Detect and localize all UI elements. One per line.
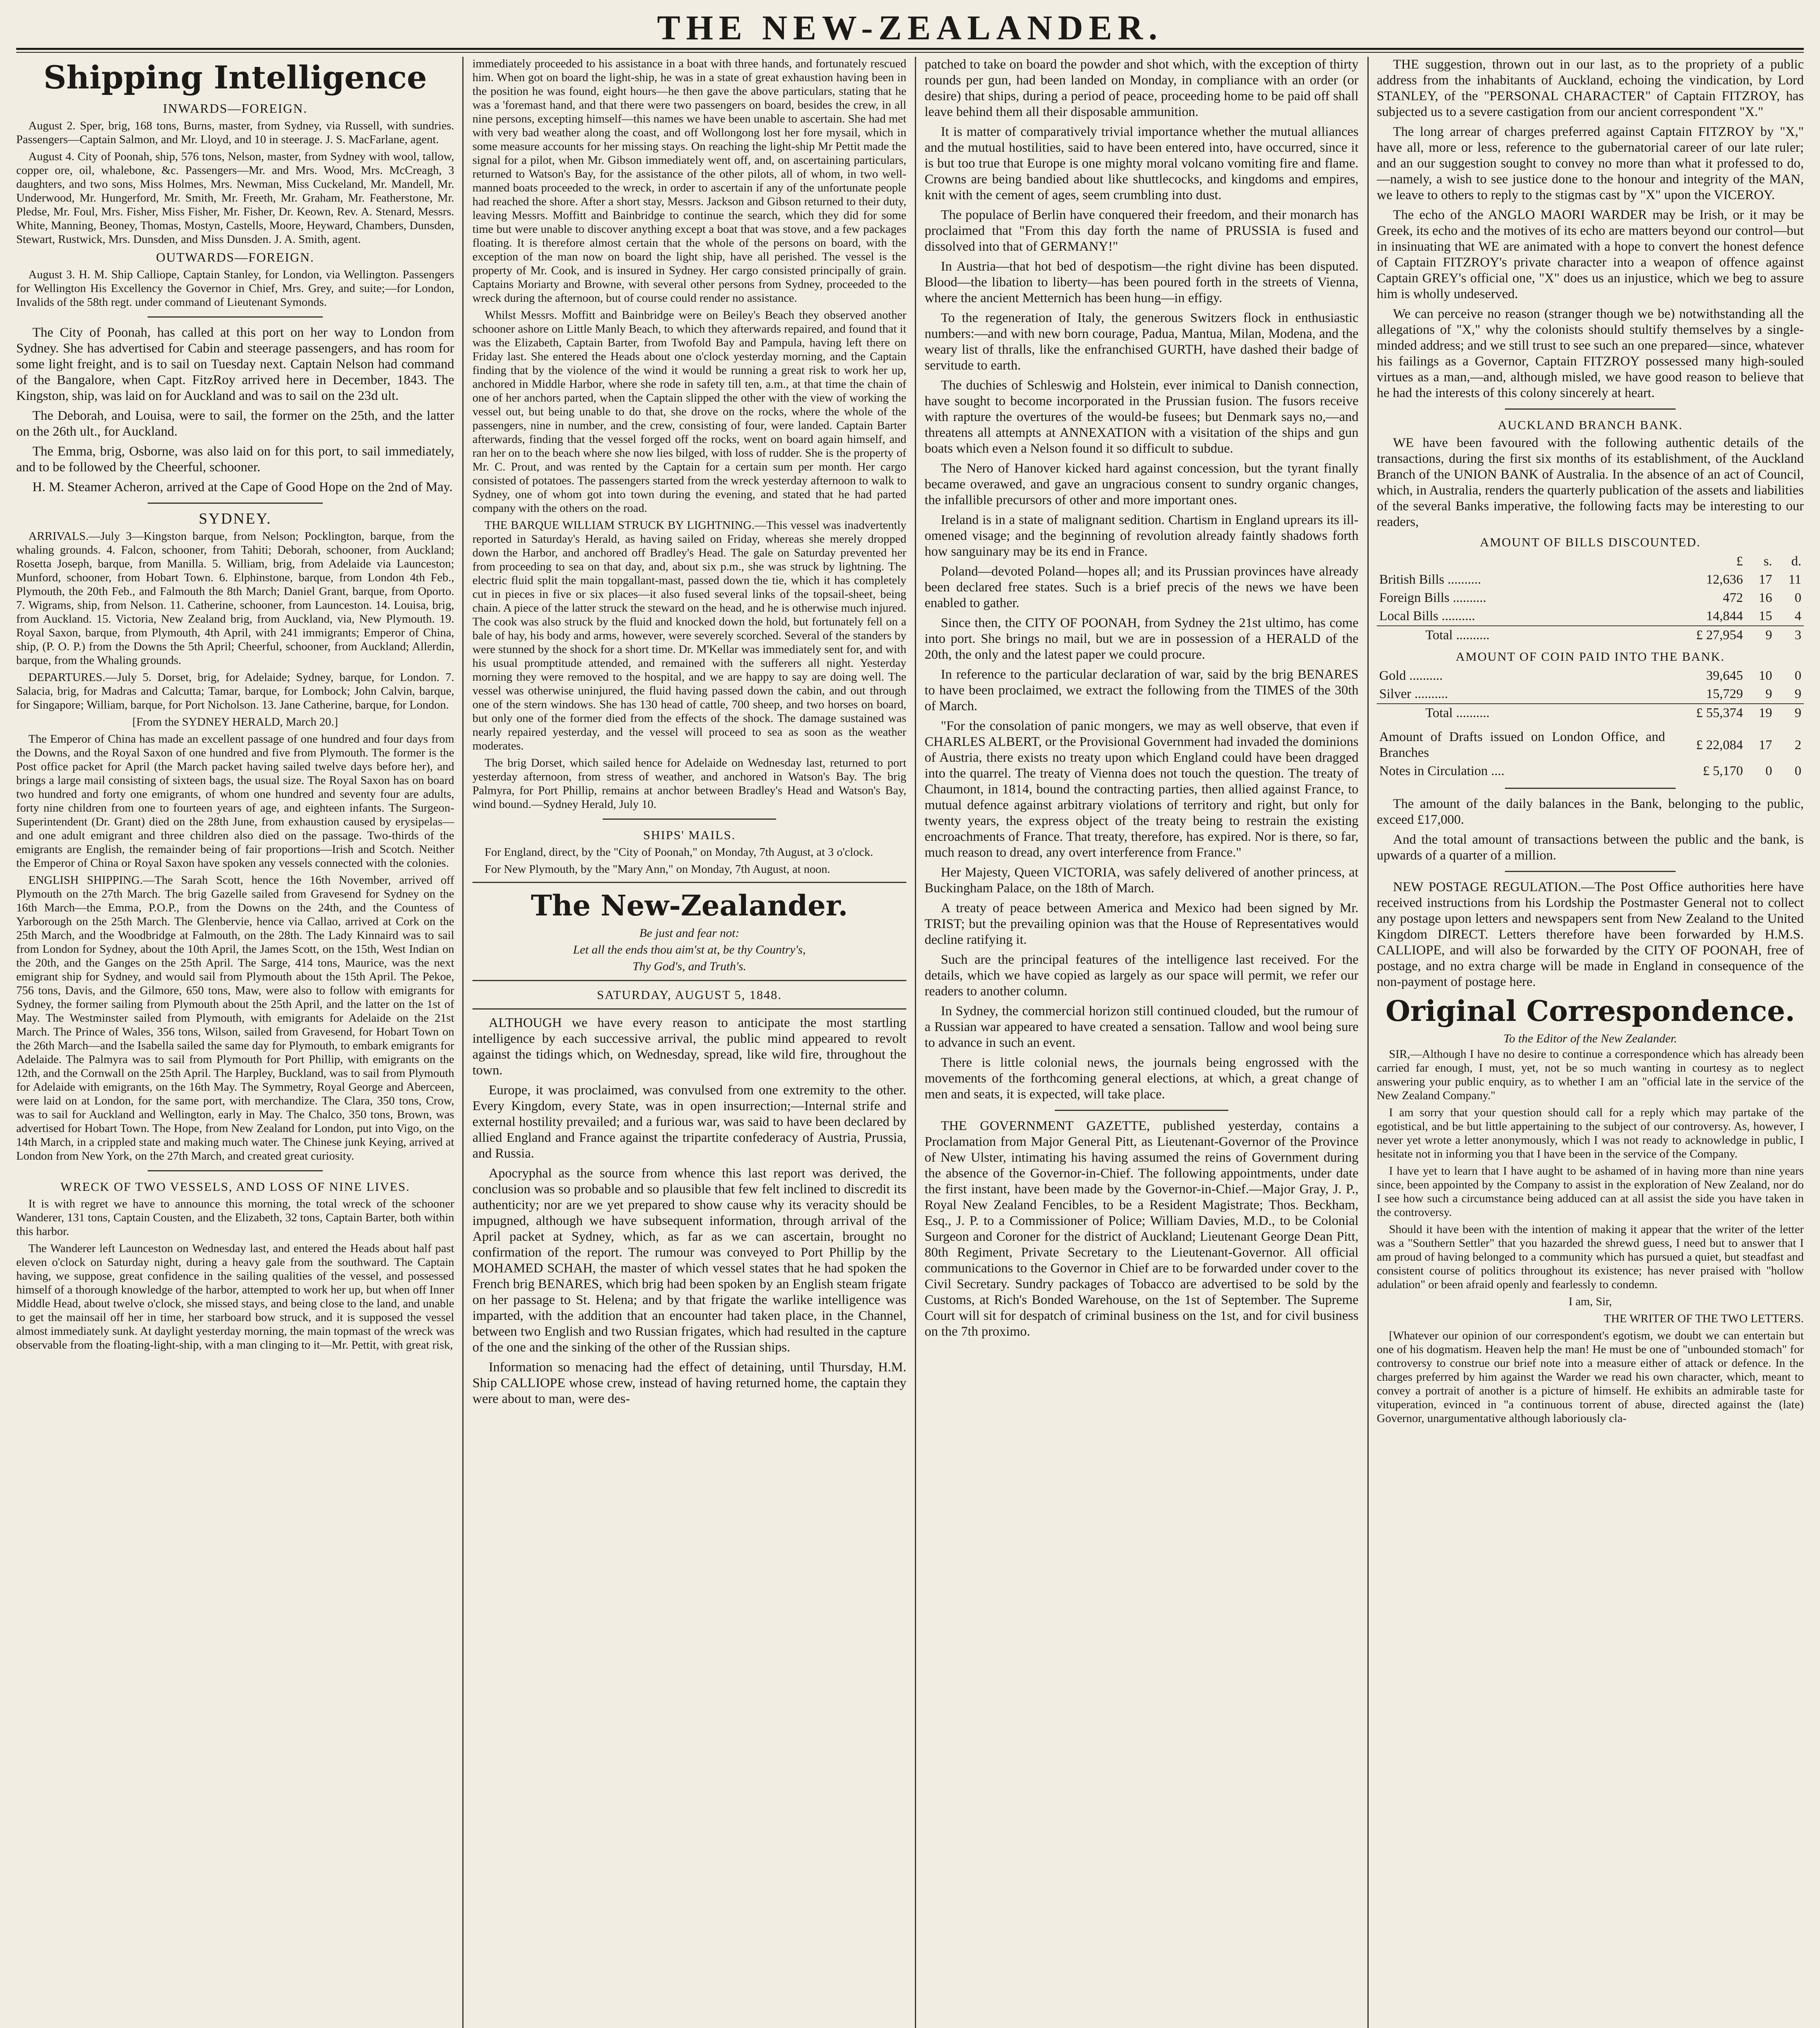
- table-cell: Local Bills ..........: [1379, 609, 1475, 623]
- divider: [1505, 408, 1676, 410]
- paragraph: Europe, it was proclaimed, was convulsed from one extremity to the other. Every Kingdom, every State, was in open insurrection;—Internal strife and external hostility prevailed; and a furious war, was said to have been declared by allied England and France against the tripartite confederacy of Austria, Prussia, and Russia.: [472, 1083, 906, 1161]
- table-cell: 17: [1759, 737, 1772, 752]
- paragraph: WE have been favoured with the following authentic details of the transactions, during the first six months of its establishment, of the Auckland Branch of the UNION BANK of Australia. In the absence of an act of Council, which, in Australia, renders the quarterly publication of the assets and liabilities of the several Banks imperative, the following facts may be interesting to our readers,: [1377, 436, 1804, 529]
- table-cell: 12,636: [1706, 572, 1743, 587]
- paragraph: The brig Dorset, which sailed hence for Adelaide on Wednesday last, returned to port yesterday afternoon, from stress of weather, and anchored in Watson's Bay. The brig Palmyra, for Port Phillip, remains at anchor between Bradley's Head and Watson's Bay, wind bound.—Sydney Herald, July 10.: [472, 756, 906, 811]
- paragraph: To the regeneration of Italy, the generous Switzers flock in enthusiastic numbers:—and with new born courage, Padua, Mantua, Milan, Modena, and the weary list of thralls, like the enfranchised GURTH, have dashed their badge of servitude to earth.: [925, 311, 1359, 373]
- table-cell: 15,729: [1706, 687, 1743, 701]
- column-divider: [915, 57, 916, 2028]
- table-header-row: [1377, 552, 1804, 571]
- column-4: [1377, 57, 1804, 2028]
- paragraph: In reference to the particular declaration of war, said by the brig BENARES to have been proclaimed, we extract the following from the TIMES of the 30th of March.: [925, 667, 1359, 713]
- paragraph: Information so menacing had the effect of detaining, until Thursday, H.M. Ship CALLIOPE whose crew, instead of having returned home, the captain they were about to man, were des-: [472, 1360, 906, 1406]
- table-cell: 9: [1794, 687, 1801, 701]
- masthead: [0, 0, 1820, 48]
- paragraph: THE GOVERNMENT GAZETTE, published yesterday, contains a Proclamation from Major General Pitt, as Lieutenant-Governor of the Province of New Ulster, intimating his having assumed the reins of Government during the absence of the Governor-in-Chief. The following appointments, under date the first instant, have been made by the Governor-in-Chief.—Major Gray, J. P., Royal New Zealand Fencibles, to be a Resident Magistrate; Thos. Beckham, Esq., J. P. to a Commissioner of Police; William Davies, M.D., to be Colonial Surgeon and Coroner for the district of Auckland; Lieutenant George Dean Pitt, 80th Regiment, Private Secretary to the Lieutenant-Governor. All official communications to the Governor in Chief are to be forwarded under cover to the Civil Secretary. Sundry packages of Tobacco are advertised to be sold by the Customs, at Rich's Bonded Warehouse, on the 1st of September. The Supreme Court will sit for despatch of criminal business on the 1st, and for civil business on the 7th proximo.: [925, 1119, 1359, 1339]
- table-cell: 9: [1775, 704, 1804, 722]
- paragraph: immediately proceeded to his assistance in a boat with three hands, and fortunately rescued him. When got on board the light-ship, he was in a state of great exhaustion having been in the position he was found, eight hours—he then gave the above particulars, stating that he was a 'foremast hand, and that there were two passengers on board, besides the crew, in all nine persons, excepting himself—this names we have been unable to ascertain. She had met with very bad weather along the coast, and off Wollongong lost her fore mysail, which in some measure accounts for her missing stays. On reaching the light-ship Mr Pettit made the signal for a pilot, when Mr. Gibson immediately went off, and, on ascertaining particulars, returned to Watson's Bay, for the assistance of the other pilots, all of whom, in two well-manned boats proceeded to the wreck, in order to ascertain if any of the unfortunate people had reached the shore. After a short stay, Messrs. Jackson and Gibson returned to their duty, leaving Messrs. Moffitt and Bainbridge to continue the search, which they did for some time but were unable to discover anything except a boat that was stove, and a few packages floating. It is therefore almost certain that the whole of the persons on board, with the exception of the man now on board the light ship, have all perished. The vessel is the property of Mr. Cook, and is insured in Sydney. Her cargo consisted principally of grain. Captains Moriarty and Browne, with several other persons from Sydney, proceeded to the wreck during the afternoon, but of course could render no assistance.: [472, 57, 906, 305]
- paragraph: The populace of Berlin have conquered their freedom, and their monarch has proclaimed that "From this day forth the name of PRUSSIA is fused and dissolved into that of GERMANY!": [925, 208, 1359, 254]
- paragraph: H. M. Steamer Acheron, arrived at the Cape of Good Hope on the 2nd of May.: [32, 480, 453, 494]
- mail-entry: For England, direct, by the "City of Poonah," on Monday, 7th August, at 3 o'clock.: [485, 846, 874, 859]
- table-cell: 4: [1794, 609, 1801, 623]
- paragraph: The long arrear of charges preferred against Captain FITZROY by "X," have all, more or less, reference to the gubernatorial career of our late ruler; and an our suggestion sought to convey no more than what it professed to do,—namely, a wish to see justice done to the honour and integrity of the MAN, we leave to others to reply to the stigmas cast by "X" upon the VICEROY.: [1377, 125, 1804, 202]
- table-cell: 15: [1759, 609, 1772, 623]
- table-cell: Gold ..........: [1379, 668, 1443, 683]
- outwards-label: OUTWARDS—FOREIGN.: [156, 250, 315, 264]
- bank-heading: AUCKLAND BRANCH BANK.: [1498, 418, 1683, 432]
- column-divider: [1367, 57, 1369, 2028]
- paragraph: "For the consolation of panic mongers, we may as well observe, that even if CHARLES ALBERT, or the Provisional Government had invaded the dominions of Austria, there exists no treaty upon which England could have been dragged into the quarrel. The treaty of Vienna does not touch the question. The treaty of Chaumont, in 1814, bound the contracting parties, then allied against France, to mutual defence against arbitrary violations of territory and right, but only for twenty years, the express object of the treaty being to restrain the existing encroachments of France. That treaty, therefore, has expired. Nor is there, so far, much reason to dread, any overt interference from France.": [925, 719, 1359, 860]
- coin-label: AMOUNT OF COIN PAID INTO THE BANK.: [1455, 649, 1725, 664]
- table-cell: 2: [1794, 737, 1801, 752]
- table-cell: 0: [1794, 764, 1801, 778]
- table-cell: 16: [1759, 591, 1772, 605]
- paragraph: Ireland is in a state of malignant sedition. Chartism in England uprears its ill-omened visage; and the beginning of revolution already faintly shadows forth how sanguinary may be its end in France.: [925, 513, 1359, 559]
- column-2: [472, 57, 906, 2028]
- shipping-entry: August 3. H. M. Ship Calliope, Captain Stanley, for London, via Wellington. Passengers for Wellington His Excellency the Governor in Chief, Mrs. Grey, and suite;—for London, Invalids of the 58th regt. under command of Lieutenant Symonds.: [16, 268, 454, 309]
- paragraph: SIR,—Although I have no desire to continue a correspondence which has already been carried far enough, I must, yet, not be so much wanting in courtesy as to neglect answering your public enquiry, as to whether I am an "official late in the service of the New Zealand Company.": [1377, 1048, 1804, 1102]
- masthead-rule-bottom: [16, 52, 1804, 53]
- mail-entry: For New Plymouth, by the "Mary Ann," on Monday, 7th August, at noon.: [485, 863, 831, 876]
- arrivals: ARRIVALS.—July 3—Kingston barque, from Nelson; Pocklington, barque, from the whaling grounds. 4. Falcon, schooner, from Tahiti; Deborah, schooner, from Auckland; Rosetta Joseph, barque, from Manilla. 5. William, brig, from Adelaide via Launceston; Munford, schooner, from Hobart Town. 6. Elphinstone, barque, from London 4th Feb., Plymouth, the 20th Feb., and Falmouth the 8th March; Daniel Grant, barque, from Oporto. 7. Wigrams, ship, from Nelson. 11. Catherine, schooner, from Launceston. 14. Louisa, brig, from Auckland. 15. Victoria, New Zealand brig, from Auckland, via, New Plymouth. 19. Royal Saxon, barque, from Plymouth, 4th April, with 241 immigrants; Emperor of China, ship, (P. O. P.) from the Downs the 5th April; Cheerful, schooner, from Auckland; Allerdin, barque, from the Whaling grounds.: [16, 530, 454, 667]
- table-row: [1377, 728, 1804, 762]
- herald-label: [From the SYDNEY HERALD, March 20.]: [132, 715, 338, 728]
- inwards-list: [16, 119, 454, 246]
- paragraph: ENGLISH SHIPPING.—The Sarah Scott, hence the 16th November, arrived off Plymouth on the 27th March. The brig Gazelle sailed from Gravesend for Sydney on the 16th March—the Emma, P.O.P., from the Downs on the 24th, and the Countess of Yarborough on the 25th March. The Glenbervie, hence via Callao, arrived at Cork on the 25th March, and the Woodbridge at Falmouth, on the 28th. The Lady Kinnaird was to sail from London for Sydney, about the 10th April, the James Scott, on the 15th, West Indian on the 20th, and the Ganges on the 25th April. The Sarge, 414 tons, Maurice, was the next emigrant ship for Sydney, and would sail from Plymouth about the 15th April. The Pekoe, 756 tons, Davis, and the Gilmore, 650 tons, Maw, were also to follow with emigrants for Sydney, the former sailing from Plymouth about the 25th April, and the latter on the 1st of May. The Westminster sailed from Plymouth, with emigrants for Adelaide on the 21st March. The Prince of Wales, 356 tons, Wilson, sailed from Gravesend, for Hobart Town on the 26th March—and the Isabella sailed the same day for Plymouth, to embark emigrants for Adelaide. The Palmyra was to sail from Plymouth for Port Phillip, with emigrants on the 12th, and the Cornwall on the 25th April. The Harpley, Buckland, was to sail from Plymouth for Adelaide with emigrants, on the 16th May. The Symmetry, Royal George and Aberceen, were laid on at London, for the same port, with merchandize. The Clara, 350 tons, Crow, was to sail for Auckland and Wellington, early in May. The Chalco, 350 tons, Brown, was advertised for Hobart Town. The Hope, from New Zealand for London, put into Vigo, on the 14th March, in a crippled state and making much water. The Chinese junk Keying, arrived at London from New York, on the 27th March, and created great curiosity.: [16, 874, 454, 1162]
- paragraph: The Deborah, and Louisa, were to sail, the former on the 25th, and the latter on the 26th ult., for Auckland.: [16, 408, 454, 439]
- paragraph: A treaty of peace between America and Mexico had been signed by Mr. TRIST; but the prevailing opinion was that the House of Representatives would decline ratifying it.: [925, 901, 1359, 947]
- table-row: [1377, 571, 1804, 589]
- table-cell: 14,844: [1706, 609, 1743, 623]
- paragraph: Her Majesty, Queen VICTORIA, was safely delivered of another princess, at Buckingham Palace, on the 18th of March.: [925, 865, 1359, 896]
- paragraph: Poland—devoted Poland—hopes all; and its Prussian provinces have already been declared free states. Such is a brief precis of the news we have been enabled to gather.: [925, 564, 1359, 610]
- correspondence-letter: [1377, 1047, 1804, 1425]
- mails-heading: SHIPS' MAILS.: [643, 828, 736, 842]
- paragraph: In Austria—that hot bed of despotism—the right divine has been disputed. Blood—the libation to liberty—has been poured forth in the streets of Vienna, where the ancient Metternich has been hung—in effigy.: [925, 259, 1359, 305]
- shipping-entry: August 4. City of Poonah, ship, 576 tons, Nelson, master, from Sydney with wool, tallow, copper ore, oil, whalebone, &c. Passengers—Mr. and Mrs. Wood, Mrs. McCreagh, 3 daughters, and two sons, Miss Holmes, Mrs. Newman, Miss Cuckeland, Mr. Mandell, Mr. Underwood, Mr. Hungerford, Mr. Smith, Mr. Freeth, Mr. Graham, Mr. Featherstone, Mr. Pledse, Mr. Foul, Mrs. Fisher, Miss Fisher, Mr. Fisher, Dr. Keown, Rev. A. Stenard, Messrs. White, Manning, Beoney, Thomas, Mostyn, Castells, Moore, Heyward, Chambers, Dunsden, Stewart, Rustwick, Mrs. Dunsden, and Miss Dunsden. J. A. Smith, agent.: [16, 150, 454, 246]
- table-cell: £ 27,954: [1668, 626, 1745, 644]
- bills-table: [1377, 552, 1804, 644]
- masthead-rule-top: [16, 48, 1804, 50]
- bills-label: AMOUNT OF BILLS DISCOUNTED.: [1480, 535, 1701, 549]
- shipping-entry: August 2. Sper, brig, 168 tons, Burns, master, from Sydney, via Russell, with sundries. Passengers—Captain Salmon, and Mr. Lloyd, and 10 in steerage. J. S. MacFarlane, agent.: [16, 119, 454, 146]
- sign-off: I am, Sir,: [1569, 1295, 1612, 1308]
- column-3: [925, 57, 1359, 2028]
- paragraph: NEW POSTAGE REGULATION.—The Post Office authorities here have received instructions from his Lordship the Postmaster General not to collect any postage upon letters and newspapers sent from New Zealand to the United Kingdom DIRECT. Letters therefore have been forwarded by H.M.S. CALLIOPE, and will also be forwarded by the CITY OF POONAH, free of postage, and no extra charge will be made in England in consequence of the non-payment of postage here.: [1377, 880, 1804, 989]
- paragraph: The Emperor of China has made an excellent passage of one hundred and four days from the Downs, and the Royal Saxon of one hundred and five from Plymouth. The former is the Post office packet for April (the March packet having sailed twelve days before her), and brings a large mail consisting of sixteen bags, the usual size. The Royal Saxon has on board two hundred and forty one emigrants, of whom one hundred and seventy four are adults, forty nine children from one to fourteen years of age, and eighteen infants. The Surgeon-Superintendent (Dr. Grant) died on the 28th June, from exhaustion caused by erysipelas—and one adult emigrant and three children also died on the passage. Two-thirds of the emigrants are English, the remainder being of fair proportions—Irish and Scotch. Neither the Emperor of China or Royal Saxon have spoken any vessels connected with the colonies.: [16, 733, 454, 870]
- table-cell: 0: [1794, 668, 1801, 683]
- table-row: [1377, 685, 1804, 704]
- wreck-report: [16, 1197, 454, 1352]
- paragraph: THE suggestion, thrown out in our last, as to the propriety of a public address from the inhabitants of Auckland, echoing the vindication, by Lord STANLEY, of the "PERSONAL CHARACTER" of Captain FITZROY, has subjected us to a severe castigation from our ancient correspondent "X.": [1377, 57, 1804, 119]
- paragraph: The Emma, brig, Osborne, was also laid on for this port, to sail immediately, and to be followed by the Cheerful, schooner.: [16, 444, 454, 475]
- paragraph: Should it have been with the intention of making it appear that the writer of the letter was a "Southern Settler" that you hazarded the shrewd guess, I need but to answer that I am proud of having belonged to a community which has pursued a quiet, but steadfast and consistent course of politics throughout its existence; has never praised with "hollow adulation" or been afraid openly and fearlessly to condemn.: [1377, 1223, 1804, 1291]
- editorial-title: The New-Zealander.: [531, 889, 848, 922]
- table-cell: 0: [1765, 764, 1772, 778]
- divider: [1055, 1110, 1228, 1111]
- divider: [148, 316, 323, 318]
- table-row: [1377, 607, 1804, 626]
- motto-line: Be just and fear not:: [639, 926, 740, 940]
- table-header: s.: [1763, 554, 1772, 569]
- table-cell: 472: [1723, 591, 1743, 605]
- paragraph: And the total amount of transactions between the public and the bank, is upwards of a quarter of a million.: [1377, 832, 1804, 863]
- table-total-row: [1377, 626, 1804, 644]
- coin-table: [1377, 667, 1804, 722]
- mails-list: [472, 845, 906, 876]
- paragraph: Since then, the CITY OF POONAH, from Sydney the 21st ultimo, has come into port. She brings no mail, but we are in possession of a HERALD of the 20th, the only and the latest paper we could procure.: [925, 616, 1359, 662]
- table-row: [1377, 762, 1804, 780]
- table-cell: £ 55,374: [1668, 704, 1745, 722]
- correspondence-heading: Original Correspondence.: [1385, 994, 1795, 1028]
- table-cell: 19: [1745, 704, 1775, 722]
- divider: [148, 1170, 323, 1171]
- divider: [472, 1008, 906, 1010]
- table-cell: 11: [1788, 572, 1801, 587]
- paragraph: The duchies of Schleswig and Holstein, ever inimical to Danish connection, have sought to become incorporated in the Prussian fusion. The fusors receive with rapture the overtures of the would-be fusees; but Denmark says no,—and threatens all attempts at ANNEXATION with a visitation of the ships and gun boats which even a Nelson found it so difficult to subdue.: [925, 378, 1359, 456]
- table-cell: 17: [1759, 572, 1772, 587]
- motto-line: Let all the ends thou aim'st at, be thy Country's,: [573, 943, 806, 956]
- paragraph: The Nero of Hanover kicked hard against concession, but the tyrant finally became overawed, and gave an ungracious consent to sundry organic changes, the infallible precursors of other and more important ones.: [925, 461, 1359, 507]
- table-total-row: [1377, 704, 1804, 722]
- column-divider: [462, 57, 464, 2028]
- table-cell: 10: [1759, 668, 1772, 683]
- table-header: d.: [1791, 554, 1801, 569]
- divider: [603, 819, 776, 820]
- paragraph: Whilst Messrs. Moffitt and Bainbridge were on Beiley's Beach they observed another schooner ashore on Little Manly Beach, to which they afterwards repaired, and found that it was the Elizabeth, Captain Barter, from Twofold Bay and Pampula, having left there on Friday last. She entered the Heads about one o'clock yesterday morning, and the Captain finding that by the violence of the wind it would be running a great risk to work her up, anchored in Middle Harbor, where she rode in safety till ten, a.m., at that time the chain of one of her anchors parted, when the Captain slipped the other with the view of working the vessel out, but being unable to do that, she drove on the rocks, where the whole of the passengers, nine in number, and the crew, consisting of four, were landed. Captain Barter afterwards, finding that the vessel forged off the rocks, went on board again himself, and ran her on to the beach where she now lies bilged, with loss of rudder. She is the property of Mr. C. Prout, and was rented by the Captain for a certain sum per month. Her cargo consisted of potatoes. The passengers started from the wreck yesterday afternoon to walk to Sydney, one of whom got into town during the evening, and stated that he had parted company with the others on the road.: [472, 309, 906, 515]
- table-cell: 3: [1775, 626, 1804, 644]
- divider: [1505, 871, 1676, 872]
- table-cell: Total ..........: [1377, 626, 1668, 644]
- paragraph: Apocryphal as the source from whence this last report was derived, the conclusion was so probable and so plausible that few felt inclined to discredit its authenticity; nor are we yet prepared to show cause why its veracity should be impugned, although we have subsequent information, through arrival of the April packet at Sydney, which, as far as we can ascertain, brought no confirmation of the report. The rumour was conveyed to Port Phillip by the MOHAMED SCHAH, the master of which vessel states that he had spoken the French brig BENARES, which brig had been spoken by an English steam frigate on her passage to St. Helena; and by that frigate the warlike intelligence was imparted, with the addition that an encounter had taken place, in the Channel, between two English and two Russian frigates, which had resulted in the capture of the one and the sinking of the other of the Russian ships.: [472, 1166, 906, 1355]
- table-cell: Amount of Drafts issued on London Office, and Branches: [1379, 730, 1665, 760]
- paragraph: The City of Poonah, has called at this port on her way to London from Sydney. She has advertised for Cabin and steerage passengers, and has room for some light freight, and is to sail on Tuesday next. Captain Nelson had command of the Bangalore, when Capt. FitzRoy arrived here in December, 1843. The Kingston, ship, was laid on for Auckland and was to sail on the 23d ult.: [16, 325, 454, 403]
- paragraph: We can perceive no reason (stranger though we be) notwithstanding all the allegations of "X," why the colonists should stultify themselves by a single-minded address; and we still trust to see such an one prepared—since, whatever his failings as a Governor, Captain FITZROY possessed many high-souled virtues as a man,—and, although misled, we have good reason to believe that he had the interests of this colony sincerely at heart.: [1377, 307, 1804, 400]
- paragraph: I am sorry that your question should call for a reply which may partake of the egotistical, and be but little appertaining to the subject of our controversy. As, however, I never yet wrote a letter anonymously, which I was not ready to acknowledge in public, I hesitate not in informing you that I have been in the service of the Company.: [1377, 1106, 1804, 1160]
- paragraph: There is little colonial news, the journals being engrossed with the movements of the forthcoming general elections, at which, a great change of men and seats, it is expected, will take place.: [925, 1055, 1359, 1102]
- table-cell: 0: [1794, 591, 1801, 605]
- paragraph: It is with regret we have to announce this morning, the total wreck of the schooner Wanderer, 131 tons, Captain Cousten, and the Elizabeth, 32 tons, Captain Barter, both within this harbor.: [16, 1197, 454, 1238]
- paragraph: Such are the principal features of the intelligence last received. For the details, which we have copied as largely as our space will permit, we refer our readers to another column.: [925, 952, 1359, 999]
- table-cell: Total ..........: [1377, 704, 1668, 722]
- paragraph: ALTHOUGH we have every reason to anticipate the most startling intelligence by each successive arrival, the public mind appeared to revolt against the tidings which, on Wednesday, spread, like wild fire, throughout the town.: [472, 1016, 906, 1078]
- sydney-heading: SYDNEY.: [199, 510, 272, 527]
- paragraph: The amount of the daily balances in the Bank, belonging to the public, exceed £17,000.: [1377, 797, 1804, 827]
- table-cell: £ 22,084: [1696, 737, 1743, 752]
- signature: THE WRITER OF THE TWO LETTERS.: [1604, 1312, 1804, 1325]
- correspondence-salutation: To the Editor of the New Zealander.: [1503, 1032, 1677, 1045]
- divider: [472, 882, 906, 883]
- table-row: [1377, 667, 1804, 685]
- table-cell: British Bills ..........: [1379, 572, 1481, 587]
- paragraph: It is matter of comparatively trivial importance whether the mutual alliances and the mutual hostilities, said to have been entered into, have occurred, since it is but too true that Europe is one mighty moral volcano vomiting fire and flame. Crowns are being bandied about like shuttlecocks, and kingdoms and empires, knit with the cement of ages, seem crumbling into dust.: [925, 125, 1359, 202]
- outwards-list: [16, 268, 454, 309]
- table-cell: £ 5,170: [1703, 764, 1743, 778]
- wreck-heading: WRECK OF TWO VESSELS, AND LOSS OF NINE LIVES.: [60, 1179, 410, 1194]
- inwards-label: INWARDS—FOREIGN.: [163, 101, 308, 116]
- divider: [472, 980, 906, 981]
- table-cell: 39,645: [1706, 668, 1743, 683]
- dateline: SATURDAY, AUGUST 5, 1848.: [597, 988, 782, 1002]
- table-header: £: [1736, 554, 1743, 569]
- paragraph: The Wanderer left Launceston on Wednesday last, and entered the Heads about half past eleven o'clock on Saturday night, during a heavy gale from the southward. The Captain having, we suppose, great confidence in the sailing qualities of the vessel, and possessed himself of a thorough knowledge of the harbor, attempted to work her up, but when off Inner Middle Head, about twelve o'clock, she missed stays, and being close to the land, and unable to get the mainsail off her in time, her starboard bow struck, and it is supposed the vessel almost immediately sunk. At daylight yesterday morning, the main topmast of the wreck was observable from the floating-light-ship, with a man clinging to it—Mr. Pettit, with great risk,: [16, 1242, 454, 1351]
- paragraph: In Sydney, the commercial horizon still continued clouded, but the rumour of a Russian war appeared to have created a sensation. Tallow and wool being sure to advance in such an event.: [925, 1004, 1359, 1050]
- sydney-shipping: [16, 529, 454, 1163]
- divider: [148, 503, 323, 504]
- table-cell: 9: [1765, 687, 1772, 701]
- divider: [1505, 788, 1676, 789]
- paragraph: The echo of the ANGLO MAORI WARDER may be Irish, or it may be Greek, its echo and the motives of its echo are matters beyond our control—but in insinuating that WE are animated with a hope to convert the honest defence of Captain FITZROY's private character into a weapon of offence against Captain GREY's official one, "X" does us an injustice, which we beg to assure him is wholly undeserved.: [1377, 208, 1804, 301]
- table-cell: 9: [1745, 626, 1775, 644]
- shipping-heading: Shipping Intelligence: [43, 59, 427, 96]
- paragraph: patched to take on board the powder and shot which, with the exception of thirty rounds per gun, had been landed on Monday, in compliance with an order (or desire) that ships, during a period of peace, proceeding home to be paid off shall leave behind them all their disposable ammunition.: [925, 57, 1359, 119]
- table-cell: Notes in Circulation ....: [1379, 764, 1505, 778]
- newspaper-title: THE NEW-ZEALANDER.: [657, 8, 1163, 47]
- table-cell: Foreign Bills ..........: [1379, 591, 1487, 605]
- paragraph: THE BARQUE WILLIAM STRUCK BY LIGHTNING.—This vessel was inadvertently reported in Saturday's Herald, as having sailed on Friday, whereas she merely dropped down the Harbor, and anchored off Bradley's Head. The gale on Saturday prevented her from proceeding to sea on that day, and, about six p.m., she was struck by lightning. The electric fluid split the main topgallant-mast, passed down the tie, which it has completely cut in pieces in five or six places—it also fused several links of the topsail-sheet, being chain. A piece of the latter struck the steward on the head, and he is otherwise much injured. The cook was also struck by the fluid and knocked down the hold, but fortunately fell on a bale of hay, his body and arms, however, were severely scorched. Several of the standers by were stunned by the shock for a short time. Dr. M'Kellar was immediately sent for, and with his usual promptitude attended, and remained with the sufferers all night. Yesterday morning they were removed to the hospital, and we are happy to say are doing well. The vessel was otherwise uninjured, the fluid having passed down the cabin, and out through one of the stern windows. She has 130 head of cattle, 700 sheep, and two horses on board, but only one of the former died from the effects of the shock. The damage sustained was nearly repaired yesterday, and the vessel will proceed to sea as soon as the weather moderates.: [472, 519, 906, 752]
- motto-line: Thy God's, and Truth's.: [632, 960, 747, 973]
- wreck-continued: [472, 57, 906, 811]
- departures: DEPARTURES.—July 5. Dorset, brig, for Adelaide; Sydney, barque, for London. 7. Salacia, brig, for Madras and Calcutta; Tamar, barque, for Lombock; John Calvin, barque, for Singapore; William, barque, for Port Nicholson. 13. Jane Catherine, barque, for London.: [16, 671, 454, 711]
- table-row: [1377, 589, 1804, 607]
- editor-reply: [Whatever our opinion of our correspondent's egotism, we doubt we can entertain but one of his dogmatism. Heaven help the man! He must be one of "unbounded stomach" for controversy to construe our brief note into a measure either of attack or defence. In the charges preferred by him against the Warder we read his own character, which, meant to convey a portrait of another is a picture of himself. He exhibits an admirable taste for vituperation, evinced in "a continuous torrent of abuse, directed against the (late) Governor, unargumentative although laboriously cla-: [1377, 1329, 1804, 1425]
- column-1: [16, 57, 454, 2028]
- drafts-table: [1377, 728, 1804, 780]
- table-cell: Silver ..........: [1379, 687, 1448, 701]
- paragraph: I have yet to learn that I have aught to be ashamed of in having more than nine years since, been appointed by the Company to assist in the exploration of New Zealand, nor do I see how such a circumstance being adduced can at all assist the side you have taken in the controversy.: [1377, 1164, 1804, 1219]
